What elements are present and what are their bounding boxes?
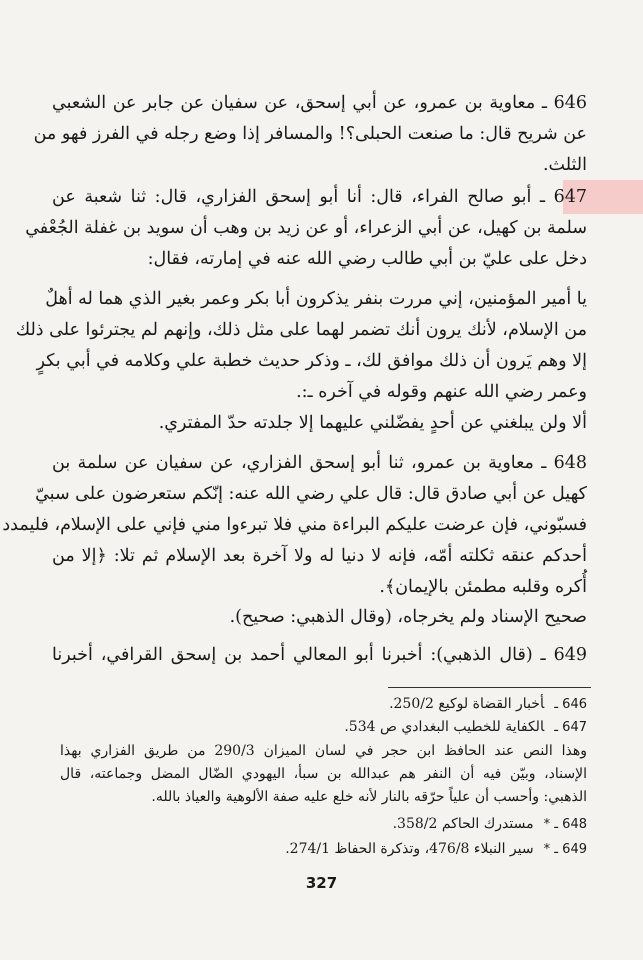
text-line: الثلث. (542, 155, 587, 175)
text-line: 646 ـ معاوية بن عمرو، عن أبي إسحق، عن سفيان عن جابر عن الشعبي (52, 93, 587, 113)
paragraph-647 (25, 182, 587, 275)
text-line: عن شريح قال: ما صنعت الحبلى؟! والمسافر إذا وضع رجله في الفرز فهو من (33, 124, 587, 144)
text-line: ألا ولن يبلغني عن أحدٍ يفضّلني عليهما إلا جلدته حدّ المفتري. (158, 413, 587, 433)
text-line: دخل على عليّ بن أبي طالب رضي الله عنه في إمارته، فقال: (147, 249, 587, 269)
footnote-647-note-line (60, 763, 587, 786)
footnote-646 (60, 693, 587, 716)
footnote-ref: 647 ـ (554, 720, 587, 735)
text-line: أحدكم عنقه ثكلته أمّه، فإنه لا دنيا له ولا آخرة بعد الإسلام ثم تلا: ﴿إلا من (52, 546, 587, 566)
paragraph-647-quote (15, 284, 587, 408)
footnote-text: الذهبي: وأحسب أن علياً حرّقه بالنار لأنه خلع عليه صفة الألوهية والعياذ بالله. (151, 789, 587, 805)
text-line: كهيل عن أبي صادق قال: قال علي رضي الله عنه: إنّكم ستعرضون على سبيّ (35, 484, 587, 504)
footnote-647-note-line (60, 786, 587, 809)
footnote-text: الكفاية للخطيب البغدادي ص 534. (344, 719, 545, 735)
text-line: فسبّوني، فإن عرضت عليكم البراءة مني فلا تبرءوا مني فإني على الإسلام، فليمدد (2, 515, 587, 535)
footnote-text: أخبار القضاة لوكيع 250/2. (389, 696, 545, 712)
footnote-ref: 648 ـ * (543, 817, 587, 832)
footnote-text: الإسناد، وبيّن فيه أن النفر هم عبدالله بن سبأ، اليهودي الضّال المضل وجماعته، قال (60, 766, 587, 782)
footnote-647-note-line (60, 740, 587, 763)
paragraph-648 (2, 448, 587, 603)
footnote-ref: 646 ـ (554, 697, 587, 712)
text-line: 648 ـ معاوية بن عمرو، ثنا أبو إسحق الفزاري، عن سفيان عن سلمة بن (52, 453, 587, 473)
footnote-text: وهذا النص عند الحافظ ابن حجر في لسان الميزان 290/3 من طريق الفزاري بهذا (60, 743, 587, 759)
footnote-648 (60, 813, 587, 836)
paragraph-649 (52, 640, 587, 671)
text-line: من الإسلام، لأنك يرون أنك تضمر لهما على مثل ذلك، وإنهم لم يجترئوا على ذلك (15, 320, 587, 340)
paragraph-646 (33, 88, 587, 181)
text-line: 647 ـ أبو صالح الفراء، قال: أنا أبو إسحق الفزاري، قال: ثنا شعبة عن (52, 187, 587, 207)
text-line: يا أمير المؤمنين، إني مررت بنفر يذكرون أبا بكر وعمر بغير الذي هما له أهلٌ (45, 289, 587, 309)
text-line: إلا وهم يَرون أن ذلك موافق لك، ـ وذكر حديث خطبة علي وكلامه في أبي بكرٍ (36, 351, 587, 371)
page-number: 327 (305, 874, 338, 892)
text-line: 649 ـ (قال الذهبي): أخبرنا أبو المعالي أحمد بن إسحق القرافي، أخبرنا (52, 645, 587, 665)
footnote-text: سير النبلاء 476/8، وتذكرة الحفاظ 274/1. (285, 841, 534, 857)
paragraph-647-end (52, 408, 587, 439)
footnote-ref: 649 ـ * (543, 842, 587, 857)
text-line: سلمة بن كهيل، عن أبي الزعراء، أو عن زيد بن وهب أن سويد بن غفلة الجُعْفي (25, 218, 587, 238)
footnote-text: مستدرك الحاكم 358/2. (392, 816, 534, 832)
footnote-647 (60, 716, 587, 739)
footnote-649 (60, 838, 587, 861)
paragraph-648-grade (52, 602, 587, 633)
text-line: أُكره وقلبه مطمئن بالإيمان﴾. (379, 577, 587, 597)
text-line: وعمر رضي الله عنهم وقوله في آخره ـ:. (296, 382, 587, 402)
text-line: صحيح الإسناد ولم يخرجاه، (وقال الذهبي: صحيح). (229, 607, 587, 627)
footnote-separator (388, 687, 591, 688)
